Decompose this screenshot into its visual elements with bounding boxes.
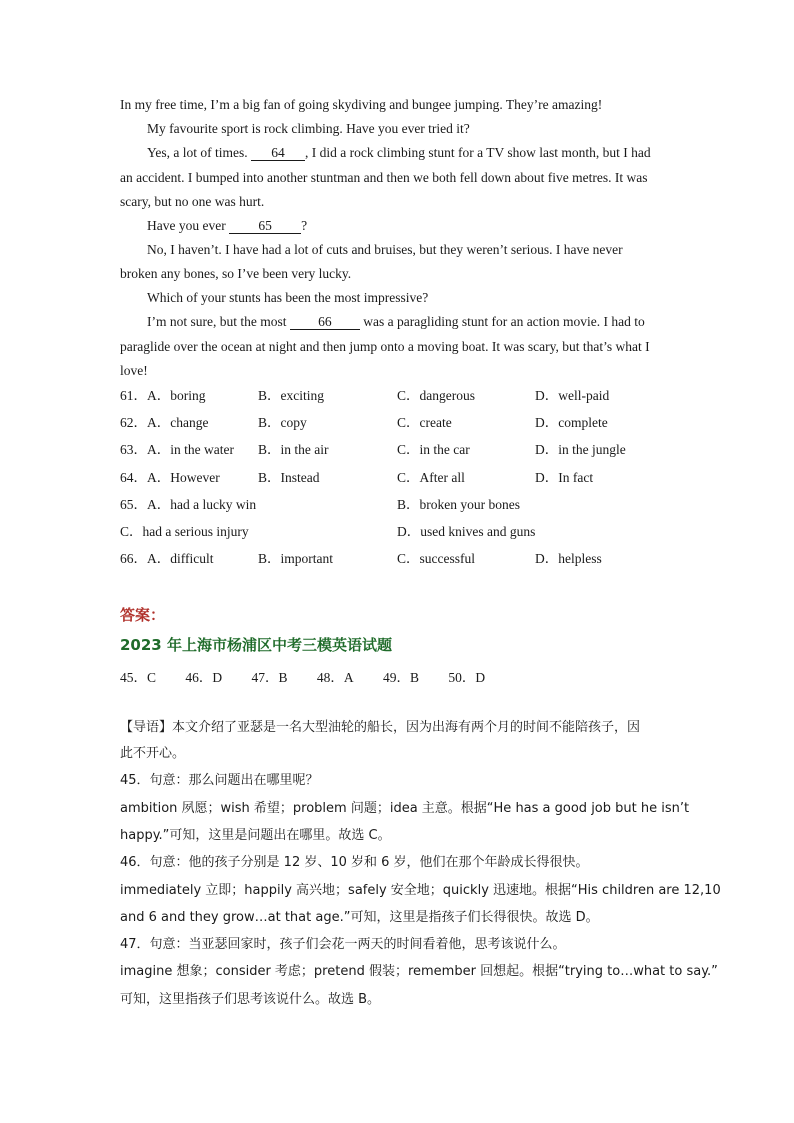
option-a: 61．A．boring <box>120 388 206 403</box>
option-c: C．successful <box>397 551 475 566</box>
option-d: D．well-paid <box>535 388 610 403</box>
passage-line: broken any bones, so I’ve been very lucky. <box>120 266 352 281</box>
passage-line: My favourite sport is rock climbing. Have you ever tried it? <box>147 121 470 136</box>
passage-text: Have you ever <box>147 218 230 233</box>
question-65 <box>120 496 680 514</box>
question-64 <box>120 469 680 487</box>
option-a: 65．A．had a lucky win <box>120 497 257 512</box>
option-b: B．important <box>258 551 333 566</box>
passage-line: paraglide over the ocean at night and then jump onto a moving boat. It was scary, but that’s what I <box>120 339 650 354</box>
passage-text: was a paragliding stunt for an action movie. I had to <box>359 314 645 329</box>
option-c: C．create <box>397 415 452 430</box>
option-d: D．used knives and guns <box>397 524 536 539</box>
passage-line: scary, but no one was hurt. <box>120 194 265 209</box>
option-d: D．helpless <box>535 551 602 566</box>
blank-64: 64 <box>251 146 305 161</box>
explanation-line: 47．句意：当亚瑟回家时，孩子们会花一两天的时间看着他，思考该说什么。 <box>120 937 566 952</box>
option-c: C．had a serious injury <box>120 524 249 539</box>
option-c: C．dangerous <box>397 388 475 403</box>
option-b: B．copy <box>258 415 307 430</box>
option-b: B．Instead <box>258 470 320 485</box>
explanation-line: and 6 and they grow…at that age.”可知，这里是指孩子们长得很快。故选 D。 <box>120 910 599 925</box>
passage-line <box>147 313 645 331</box>
option-c: C．in the car <box>397 442 470 457</box>
option-b: B．exciting <box>258 388 324 403</box>
explanation-line: ambition 夙愿；wish 希望；problem 问题；idea 主意。根据“He has a good job but he isn’t <box>120 801 690 816</box>
passage-line: love! <box>120 363 148 378</box>
passage-line: No, I haven’t. I have had a lot of cuts and bruises, but they weren’t serious. I have never <box>147 242 623 257</box>
option-d: D．complete <box>535 415 608 430</box>
question-62 <box>120 414 680 432</box>
explanation-line: happy.”可知，这里是问题出在哪里。故选 C。 <box>120 828 391 843</box>
answer-key: 46．D <box>185 670 223 685</box>
blank-66: 66 <box>290 315 360 330</box>
option-a: 64．A．However <box>120 470 220 485</box>
answer-key: 47．B <box>251 670 288 685</box>
passage-line <box>147 144 651 162</box>
section-title: 2023 年上海市杨浦区中考三模英语试题 <box>120 636 392 654</box>
option-b: B．in the air <box>258 442 329 457</box>
explanation-line: imagine 想象；consider 考虑；pretend 假装；remember 回想起。根据“trying to…what to say.” <box>120 964 718 979</box>
blank-65: 65 <box>229 219 301 234</box>
answer-key: 49．B <box>383 670 420 685</box>
answer-keys <box>120 666 511 686</box>
explanation-line: 可知，这里指孩子们思考该说什么。故选 B。 <box>120 992 381 1007</box>
passage-line: Which of your stunts has been the most impressive? <box>147 290 429 305</box>
option-b: B．broken your bones <box>397 497 520 512</box>
passage-line: In my free time, I’m a big fan of going skydiving and bungee jumping. They’re amazing! <box>120 97 603 112</box>
option-c: C．After all <box>397 470 465 485</box>
passage-line: an accident. I bumped into another stuntman and then we both fell down about five metres. It was <box>120 170 648 185</box>
passage-line <box>147 217 307 235</box>
explanation-line: 此不开心。 <box>120 746 186 761</box>
question-66 <box>120 550 680 568</box>
option-d: D．In fact <box>535 470 594 485</box>
answer-key: 50．D <box>448 670 486 685</box>
question-61 <box>120 387 680 405</box>
option-a: 66．A．difficult <box>120 551 214 566</box>
passage-text: I’m not sure, but the most <box>147 314 290 329</box>
passage-text: ? <box>301 218 308 233</box>
answer-key: 48．A <box>316 670 354 685</box>
option-d: D．in the jungle <box>535 442 626 457</box>
explanation-line: 46．句意：他的孩子分别是 12 岁、10 岁和 6 岁，他们在那个年龄成长得很快。 <box>120 855 589 870</box>
question-65-cont <box>120 523 680 541</box>
answer-key: 45．C <box>120 670 157 685</box>
option-a: 63．A．in the water <box>120 442 234 457</box>
question-63 <box>120 441 680 459</box>
answer-label: 答案： <box>120 606 166 624</box>
explanation-line: 45．句意：那么问题出在哪里呢？ <box>120 773 319 788</box>
passage-text: , I did a rock climbing stunt for a TV show last month, but I had <box>305 145 651 160</box>
explanation-line: 【导语】本文介绍了亚瑟是一名大型油轮的船长，因为出海有两个月的时间不能陪孩子，因 <box>120 720 641 735</box>
explanation-line: immediately 立即；happily 高兴地；safely 安全地；quickly 迅速地。根据“His children are 12,10 <box>120 883 721 898</box>
option-a: 62．A．change <box>120 415 209 430</box>
passage-text: Yes, a lot of times. <box>147 145 252 160</box>
